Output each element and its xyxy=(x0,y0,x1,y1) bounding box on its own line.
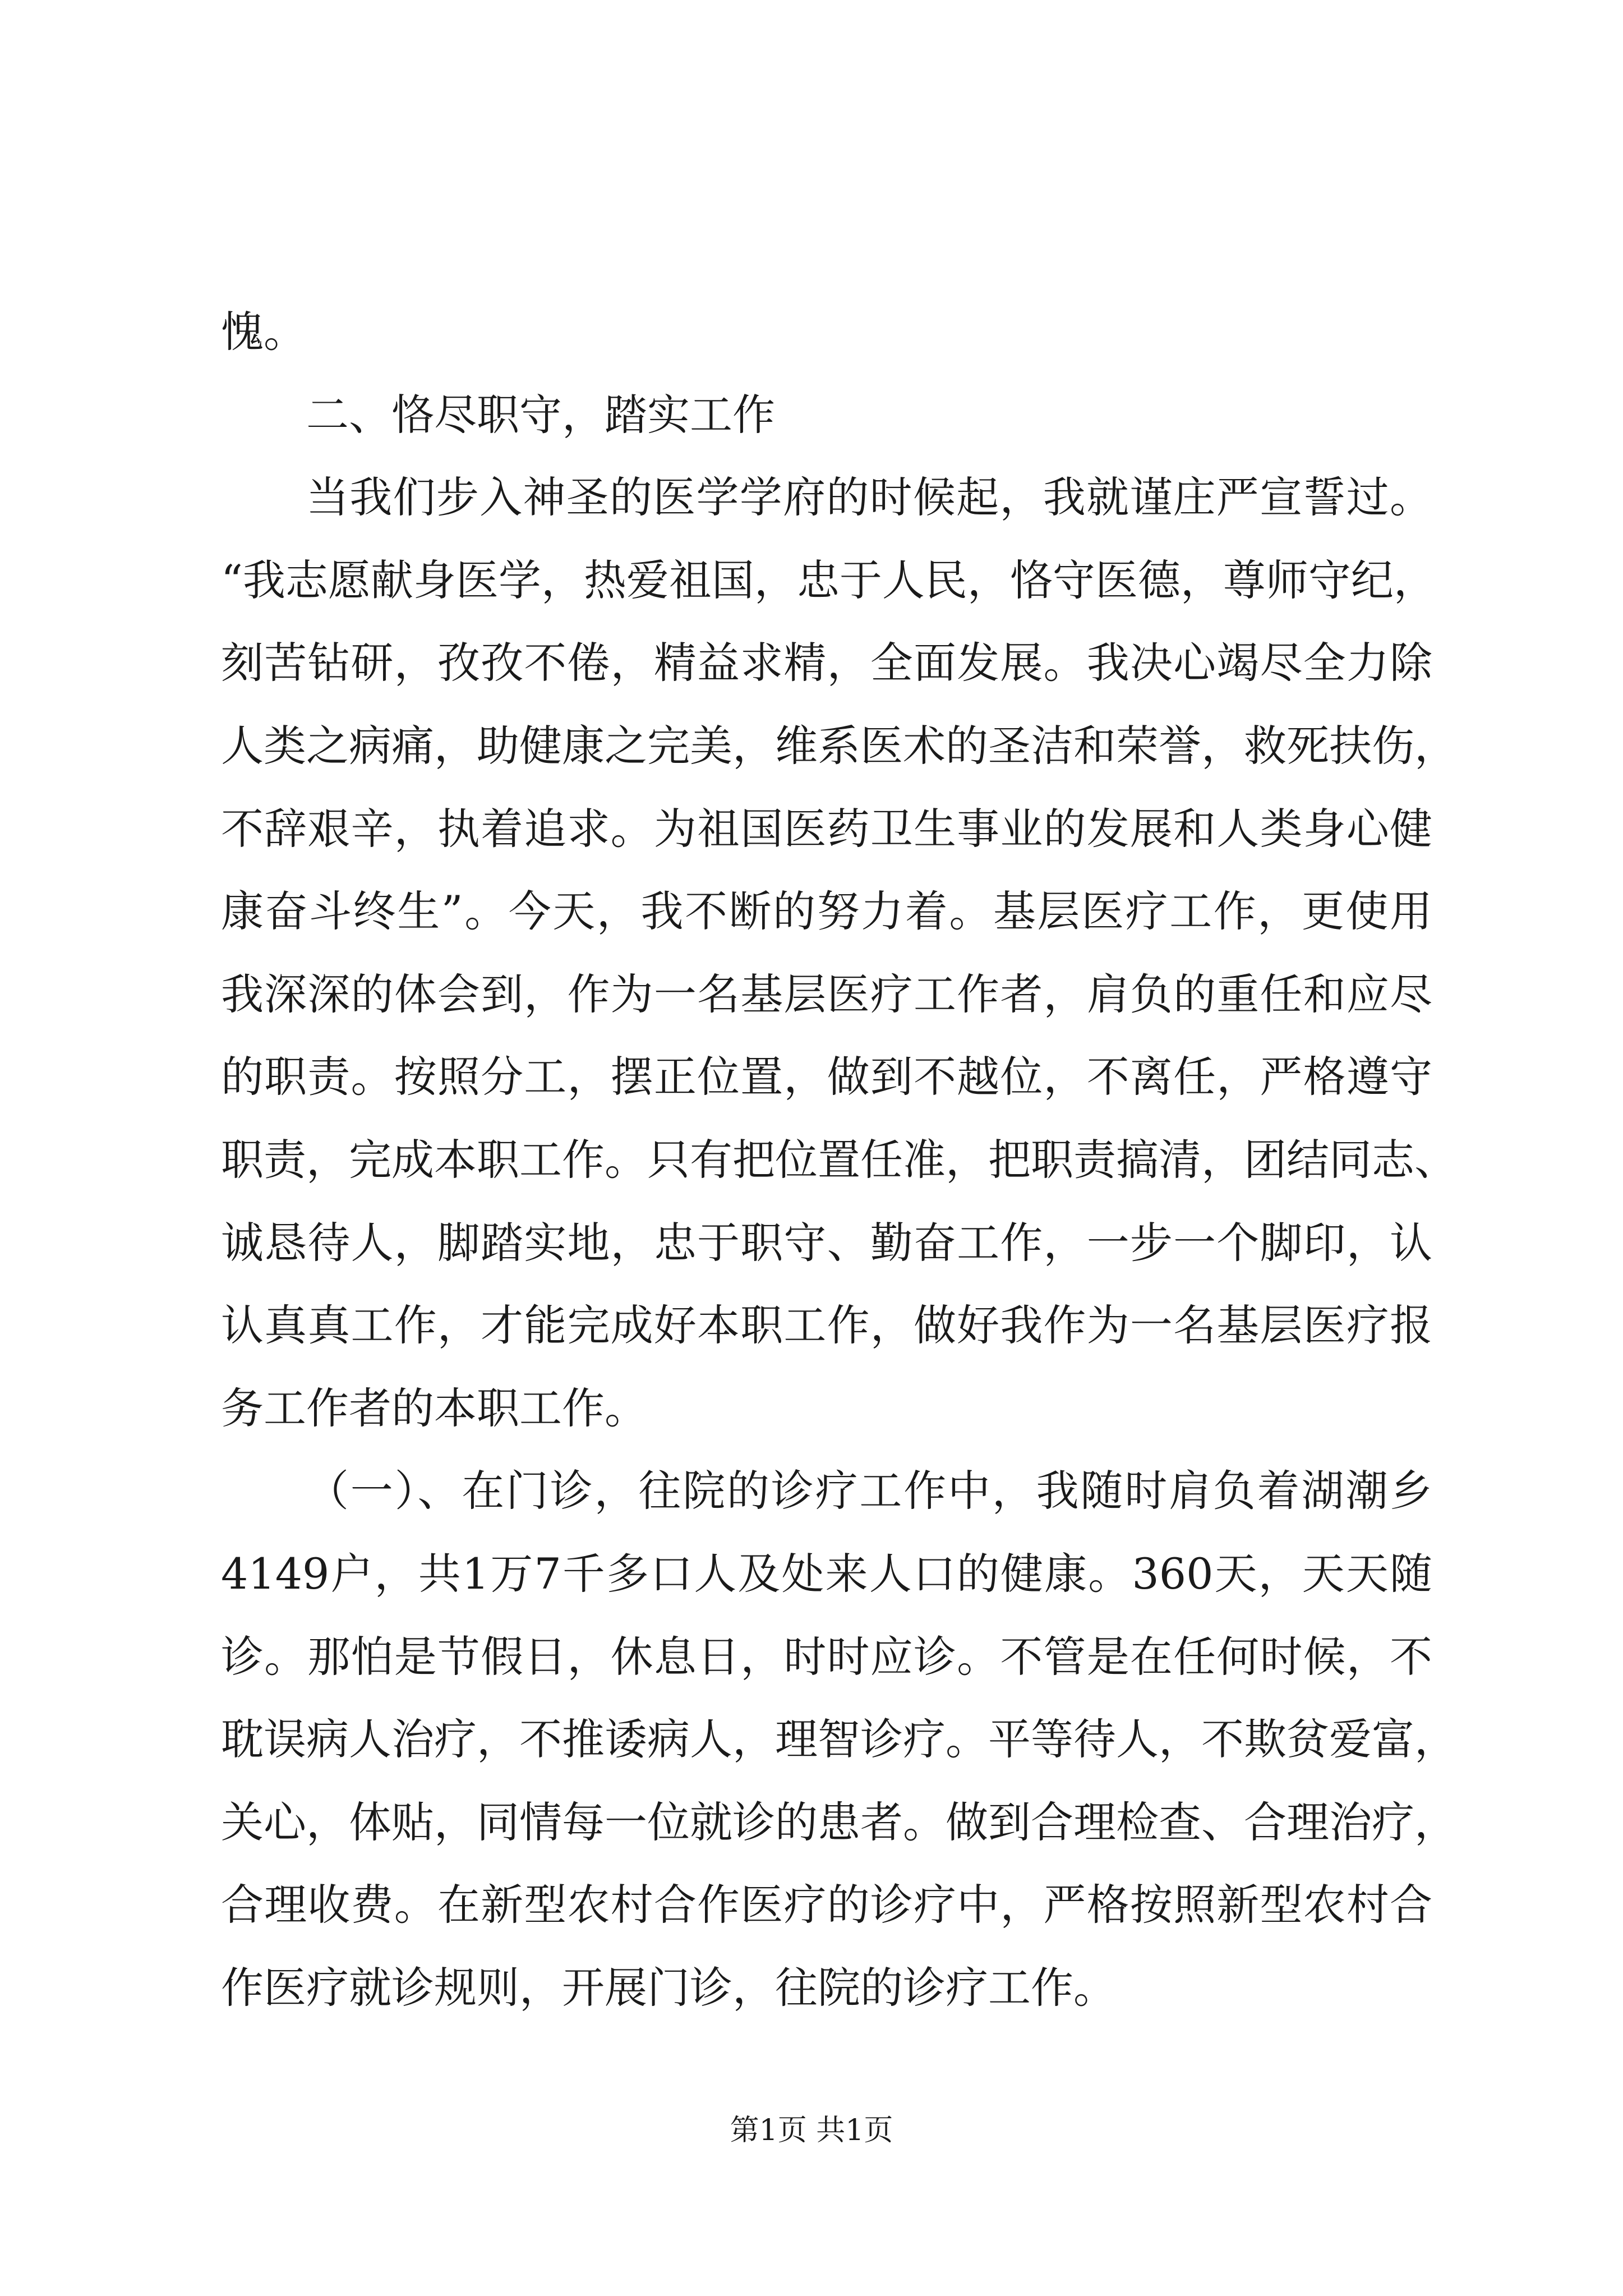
text-line: 作医疗就诊规则，开展门诊，往院的诊疗工作。 xyxy=(221,1962,1116,2013)
text-line: 人类之病痛，助健康之完美，维系医术的圣洁和荣誉，救死扶伤， xyxy=(221,720,1457,771)
page-footer xyxy=(0,2106,1623,2148)
text-line: “我志愿献身医学，热爱祖国，忠于人民，恪守医德，尊师守纪， xyxy=(221,555,1436,605)
text-line: 耽误病人治疗，不推诿病人，理智诊疗。平等待人，不欺贫爱富， xyxy=(221,1714,1457,1765)
section-heading: 二、恪尽职守，踏实工作 xyxy=(306,389,775,440)
text-line: 认真真工作，才能完成好本职工作，做好我作为一名基层医疗报 xyxy=(221,1300,1432,1351)
document-body xyxy=(221,291,1457,2029)
text-line: 当我们步入神圣的医学学府的时候起，我就谨庄严宣誓过。 xyxy=(306,472,1432,523)
text-line: 愧。 xyxy=(221,307,306,357)
text-line: 刻苦钻研，孜孜不倦，精益求精，全面发展。我决心竭尽全力除 xyxy=(221,638,1432,688)
text-line: 诚恳待人，脚踏实地，忠于职守、勤奋工作，一步一个脚印，认 xyxy=(221,1217,1432,1268)
text-line: 合理收费。在新型农村合作医疗的诊疗中，严格按照新型农村合 xyxy=(221,1880,1432,1930)
text-line: 的职责。按照分工，摆正位置，做到不越位，不离任，严格遵守 xyxy=(221,1052,1432,1102)
text-line: 4149户，共1万7千多口人及处来人口的健康。360天，天天随 xyxy=(221,1548,1432,1599)
text-line: 职责，完成本职工作。只有把位置任准，把职责搞清，团结同志、 xyxy=(221,1134,1457,1185)
text-line: 我深深的体会到，作为一名基层医疗工作者，肩负的重任和应尽 xyxy=(221,969,1432,1019)
text-line: 关心，体贴，同情每一位就诊的患者。做到合理检查、合理治疗， xyxy=(221,1797,1457,1847)
page-number: 第1页 共1页 xyxy=(730,2114,893,2147)
text-line: 诊。那怕是节假日，休息日，时时应诊。不管是在任何时候，不 xyxy=(221,1631,1432,1682)
subsection-line: （一）、在门诊，往院的诊疗工作中，我随时肩负着湖潮乡 xyxy=(306,1466,1432,1516)
text-line: 务工作者的本职工作。 xyxy=(221,1383,647,1433)
text-line: 不辞艰辛，执着追求。为祖国医药卫生事业的发展和人类身心健 xyxy=(221,803,1432,854)
text-line: 康奋斗终生”。今天，我不断的努力着。基层医疗工作，更使用 xyxy=(221,886,1432,937)
